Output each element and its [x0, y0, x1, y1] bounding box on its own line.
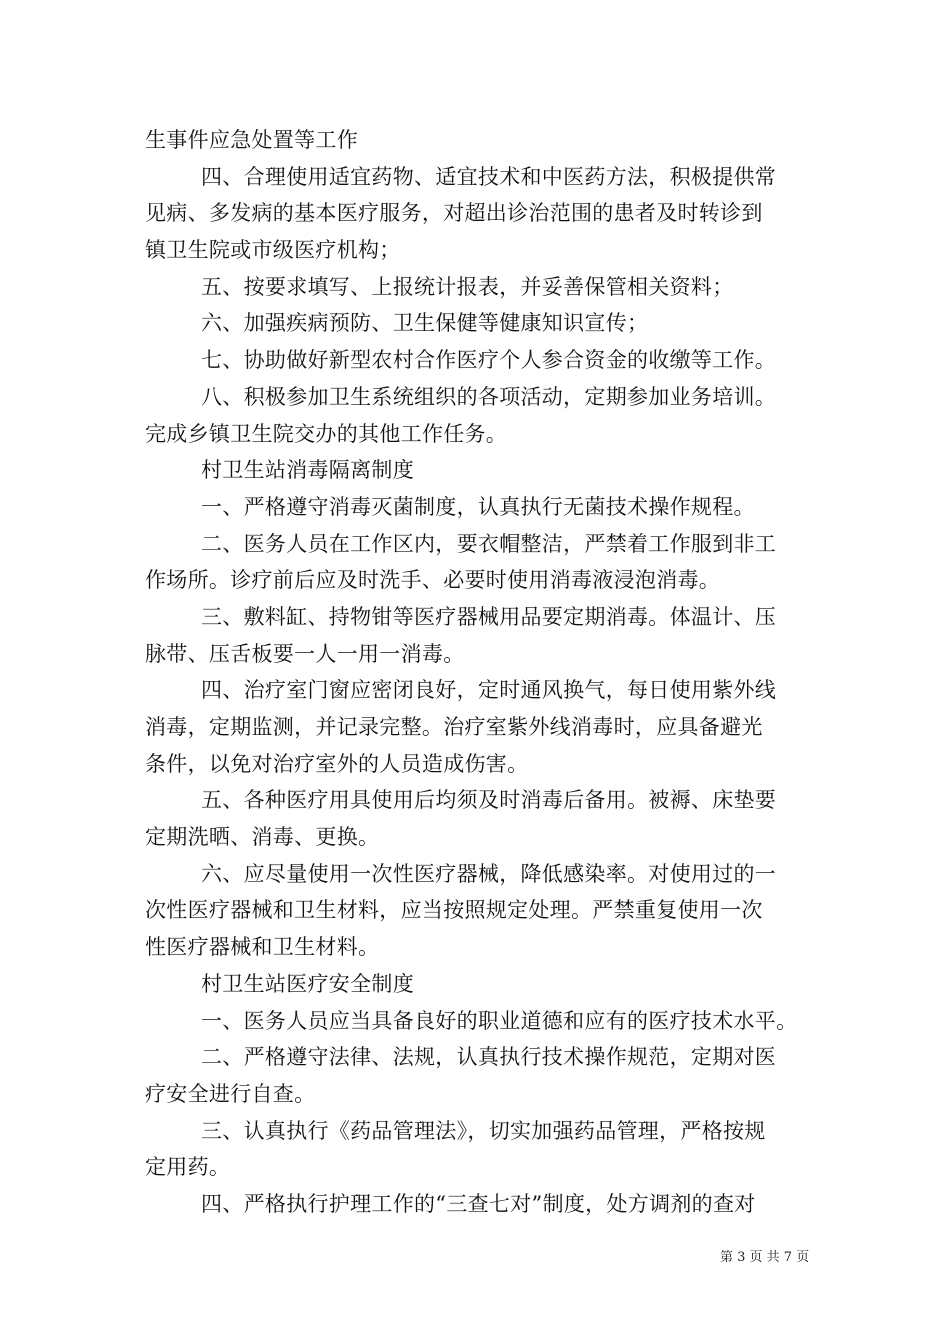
text-line: 性医疗器械和卫生材料。 [145, 935, 380, 960]
text-line: 村卫生站消毒隔离制度 [201, 458, 414, 483]
text-line: 次性医疗器械和卫生材料，应当按照规定处理。严禁重复使用一次 [145, 898, 763, 923]
text-line: 四、严格执行护理工作的“三查七对”制度，处方调剂的查对 [201, 1191, 756, 1216]
text-line: 脉带、压舌板要一人一用一消毒。 [145, 641, 465, 666]
text-line: 疗安全进行自查。 [145, 1081, 316, 1106]
text-line: 二、医务人员在工作区内，要衣帽整洁，严禁着工作服到非工 [201, 531, 777, 556]
text-line: 一、医务人员应当具备良好的职业道德和应有的医疗技术水平。 [201, 1008, 798, 1033]
text-line: 村卫生站医疗安全制度 [201, 971, 414, 996]
text-line: 镇卫生院或市级医疗机构； [145, 238, 401, 263]
text-line: 八、积极参加卫生系统组织的各项活动，定期参加业务培训。 [201, 384, 777, 409]
text-line: 作场所。诊疗前后应及时洗手、必要时使用消毒液浸泡消毒。 [145, 568, 721, 593]
page-number: 第 3 页 共 7 页 [720, 1250, 810, 1265]
text-line: 六、应尽量使用一次性医疗器械，降低感染率。对使用过的一 [201, 861, 777, 886]
text-line: 二、严格遵守法律、法规，认真执行技术操作规范，定期对医 [201, 1045, 777, 1070]
text-line: 生事件应急处置等工作 [145, 128, 358, 152]
text-line: 六、加强疾病预防、卫生保健等健康知识宣传； [201, 311, 649, 336]
text-line: 一、严格遵守消毒灭菌制度，认真执行无菌技术操作规程。 [201, 494, 755, 519]
text-line: 消毒，定期监测，并记录完整。治疗室紫外线消毒时，应具备避光 [145, 715, 763, 739]
text-line: 七、协助做好新型农村合作医疗个人参合资金的收缴等工作。 [201, 348, 777, 373]
text-line: 三、敷料缸、持物钳等医疗器械用品要定期消毒。体温计、压 [201, 604, 777, 629]
text-line: 条件，以免对治疗室外的人员造成伤害。 [145, 751, 529, 776]
text-line: 五、各种医疗用具使用后均须及时消毒后备用。被褥、床垫要 [201, 788, 777, 813]
text-line: 定用药。 [145, 1155, 231, 1180]
text-line: 四、合理使用适宜药物、适宜技术和中医药方法，积极提供常 [201, 164, 777, 189]
document-body [145, 122, 810, 1223]
text-line: 完成乡镇卫生院交办的其他工作任务。 [145, 421, 508, 446]
text-line: 五、按要求填写、上报统计报表，并妥善保管相关资料； [201, 274, 734, 299]
text-line: 三、认真执行《药品管理法》，切实加强药品管理，严格按规 [201, 1118, 766, 1143]
text-line: 见病、多发病的基本医疗服务，对超出诊治范围的患者及时转诊到 [145, 201, 763, 226]
text-line: 定期洗晒、消毒、更换。 [145, 825, 380, 850]
text-line: 四、治疗室门窗应密闭良好，定时通风换气，每日使用紫外线 [201, 678, 777, 703]
